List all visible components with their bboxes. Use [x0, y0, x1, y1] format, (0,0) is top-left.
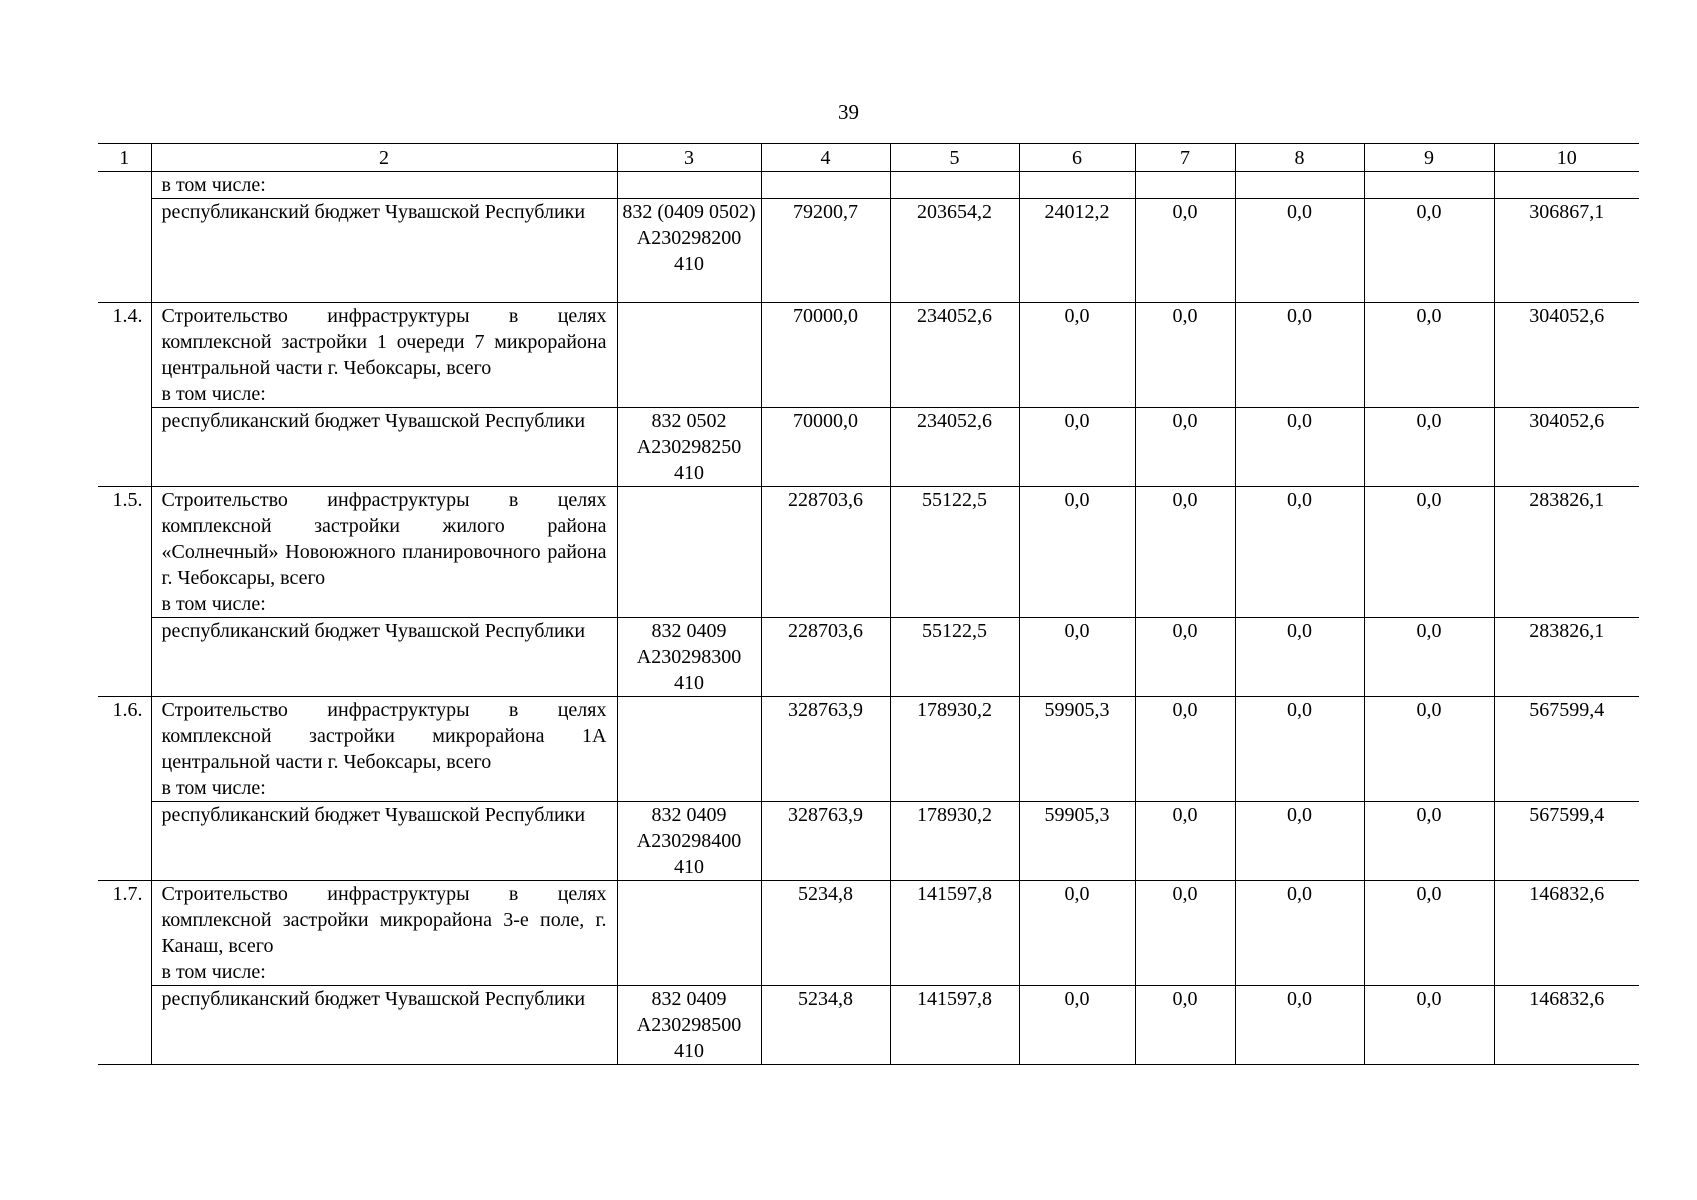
value-cell: 55122,5: [890, 487, 1019, 618]
value-cell: 178930,2: [890, 697, 1019, 802]
value-cell: 5234,8: [761, 986, 890, 1065]
value-cell: 146832,6: [1494, 986, 1639, 1065]
value-cell: 0,0: [1135, 881, 1235, 986]
value-cell: 0,0: [1364, 881, 1494, 986]
value-cell: 228703,6: [761, 487, 890, 618]
value-cell: 59905,3: [1019, 697, 1135, 802]
row-index: 1.7.: [98, 881, 151, 986]
budget-code: 832 (0409 0502) А230298200 410: [617, 199, 761, 303]
row-name: [151, 199, 617, 303]
column-header: 10: [1494, 144, 1639, 172]
value-cell: 304052,6: [1494, 303, 1639, 408]
row-index: 1.6.: [98, 697, 151, 802]
value-cell: 24012,2: [1019, 199, 1135, 303]
row-index: [98, 986, 151, 1065]
budget-code: 832 0409 А230298300 410: [617, 618, 761, 697]
row-index: [98, 172, 151, 199]
row-name-text: Строительство инфраструктуры в целях комплексной застройки микрорайона 1А центральной части г. Чебоксары, всего: [161, 699, 607, 773]
row-index: 1.4.: [98, 303, 151, 408]
value-cell: 306867,1: [1494, 199, 1639, 303]
value-cell: 567599,4: [1494, 802, 1639, 881]
value-cell: 141597,8: [890, 881, 1019, 986]
value-cell: 0,0: [1019, 408, 1135, 487]
value-cell: [761, 172, 890, 199]
value-cell: 79200,7: [761, 199, 890, 303]
row-name: [151, 487, 617, 618]
value-cell: 0,0: [1364, 408, 1494, 487]
budget-code: [617, 487, 761, 618]
row-name: [151, 172, 617, 199]
value-cell: 283826,1: [1494, 618, 1639, 697]
value-cell: 0,0: [1135, 199, 1235, 303]
value-cell: 0,0: [1235, 802, 1364, 881]
value-cell: [1235, 172, 1364, 199]
value-cell: 5234,8: [761, 881, 890, 986]
value-cell: 0,0: [1235, 881, 1364, 986]
value-cell: 0,0: [1235, 618, 1364, 697]
value-cell: 328763,9: [761, 697, 890, 802]
column-header: 6: [1019, 144, 1135, 172]
column-header: 5: [890, 144, 1019, 172]
row-note: в том числе:: [161, 593, 266, 615]
value-cell: 0,0: [1364, 986, 1494, 1065]
budget-code: [617, 881, 761, 986]
value-cell: [1494, 172, 1639, 199]
value-cell: 0,0: [1235, 487, 1364, 618]
row-name: [151, 802, 617, 881]
row-note: в том числе:: [161, 961, 266, 983]
table-row: [98, 199, 1639, 303]
value-cell: 0,0: [1135, 697, 1235, 802]
value-cell: 0,0: [1364, 199, 1494, 303]
value-cell: 70000,0: [761, 408, 890, 487]
table-row: [98, 986, 1639, 1065]
column-header: 7: [1135, 144, 1235, 172]
value-cell: 0,0: [1364, 802, 1494, 881]
row-name: [151, 303, 617, 408]
budget-table: [98, 143, 1639, 1065]
budget-code: [617, 303, 761, 408]
row-note: в том числе:: [161, 383, 266, 405]
row-note: в том числе:: [161, 777, 266, 799]
column-header: 1: [98, 144, 151, 172]
value-cell: 0,0: [1019, 487, 1135, 618]
page-number: 39: [838, 100, 859, 124]
row-index: [98, 408, 151, 487]
table-body: [98, 172, 1639, 1065]
value-cell: 0,0: [1135, 618, 1235, 697]
row-name-text: Строительство инфраструктуры в целях комплексной застройки жилого района «Солнечный» Новоюжного планировочного района г. Чебоксары, всего: [161, 489, 607, 589]
row-index: [98, 802, 151, 881]
value-cell: 0,0: [1019, 986, 1135, 1065]
row-index: [98, 618, 151, 697]
row-name: [151, 408, 617, 487]
value-cell: [890, 172, 1019, 199]
value-cell: 0,0: [1135, 408, 1235, 487]
value-cell: 0,0: [1364, 487, 1494, 618]
row-name-text: Строительство инфраструктуры в целях комплексной застройки микрорайона 3-е поле, г. Канаш, всего: [161, 883, 607, 957]
value-cell: 0,0: [1235, 303, 1364, 408]
value-cell: 146832,6: [1494, 881, 1639, 986]
value-cell: [1135, 172, 1235, 199]
value-cell: 0,0: [1235, 199, 1364, 303]
value-cell: 0,0: [1135, 303, 1235, 408]
value-cell: 304052,6: [1494, 408, 1639, 487]
row-name-text: в том числе:: [161, 174, 266, 196]
row-name: [151, 618, 617, 697]
value-cell: 567599,4: [1494, 697, 1639, 802]
value-cell: 0,0: [1364, 618, 1494, 697]
row-name-text: республиканский бюджет Чувашской Республики: [161, 201, 586, 223]
row-name: [151, 986, 617, 1065]
row-name-text: республиканский бюджет Чувашской Республики: [161, 410, 586, 432]
value-cell: 0,0: [1019, 618, 1135, 697]
budget-code: [617, 697, 761, 802]
value-cell: 0,0: [1364, 697, 1494, 802]
row-index: [98, 199, 151, 303]
budget-code: 832 0409 А230298500 410: [617, 986, 761, 1065]
table-row: [98, 618, 1639, 697]
value-cell: 328763,9: [761, 802, 890, 881]
value-cell: [1019, 172, 1135, 199]
row-name-text: республиканский бюджет Чувашской Республики: [161, 620, 586, 642]
value-cell: 55122,5: [890, 618, 1019, 697]
value-cell: 228703,6: [761, 618, 890, 697]
budget-code: [617, 172, 761, 199]
row-name-text: Строительство инфраструктуры в целях комплексной застройки 1 очереди 7 микрорайона центральной части г. Чебоксары, всего: [161, 305, 607, 379]
value-cell: 283826,1: [1494, 487, 1639, 618]
table-row: [98, 802, 1639, 881]
value-cell: 70000,0: [761, 303, 890, 408]
value-cell: 203654,2: [890, 199, 1019, 303]
value-cell: 0,0: [1235, 408, 1364, 487]
row-name: [151, 881, 617, 986]
column-header: 9: [1364, 144, 1494, 172]
value-cell: [1364, 172, 1494, 199]
column-header: 8: [1235, 144, 1364, 172]
value-cell: 0,0: [1364, 303, 1494, 408]
value-cell: 0,0: [1135, 487, 1235, 618]
value-cell: 0,0: [1235, 986, 1364, 1065]
row-name-text: республиканский бюджет Чувашской Республики: [161, 804, 586, 826]
table-row: [98, 881, 1639, 986]
table-row: [98, 172, 1639, 199]
table-row: [98, 487, 1639, 618]
budget-code: 832 0409 А230298400 410: [617, 802, 761, 881]
value-cell: 0,0: [1019, 881, 1135, 986]
column-header: 2: [151, 144, 617, 172]
value-cell: 0,0: [1135, 802, 1235, 881]
value-cell: 234052,6: [890, 303, 1019, 408]
row-name: [151, 697, 617, 802]
table-row: [98, 408, 1639, 487]
value-cell: 141597,8: [890, 986, 1019, 1065]
value-cell: 59905,3: [1019, 802, 1135, 881]
row-name-text: республиканский бюджет Чувашской Республики: [161, 988, 586, 1010]
value-cell: 0,0: [1019, 303, 1135, 408]
value-cell: 0,0: [1235, 697, 1364, 802]
table-row: [98, 303, 1639, 408]
row-index: 1.5.: [98, 487, 151, 618]
table-header-row: [98, 144, 1639, 172]
value-cell: 234052,6: [890, 408, 1019, 487]
column-header: 4: [761, 144, 890, 172]
budget-code: 832 0502 А230298250 410: [617, 408, 761, 487]
value-cell: 0,0: [1135, 986, 1235, 1065]
column-header: 3: [617, 144, 761, 172]
table-row: [98, 697, 1639, 802]
value-cell: 178930,2: [890, 802, 1019, 881]
